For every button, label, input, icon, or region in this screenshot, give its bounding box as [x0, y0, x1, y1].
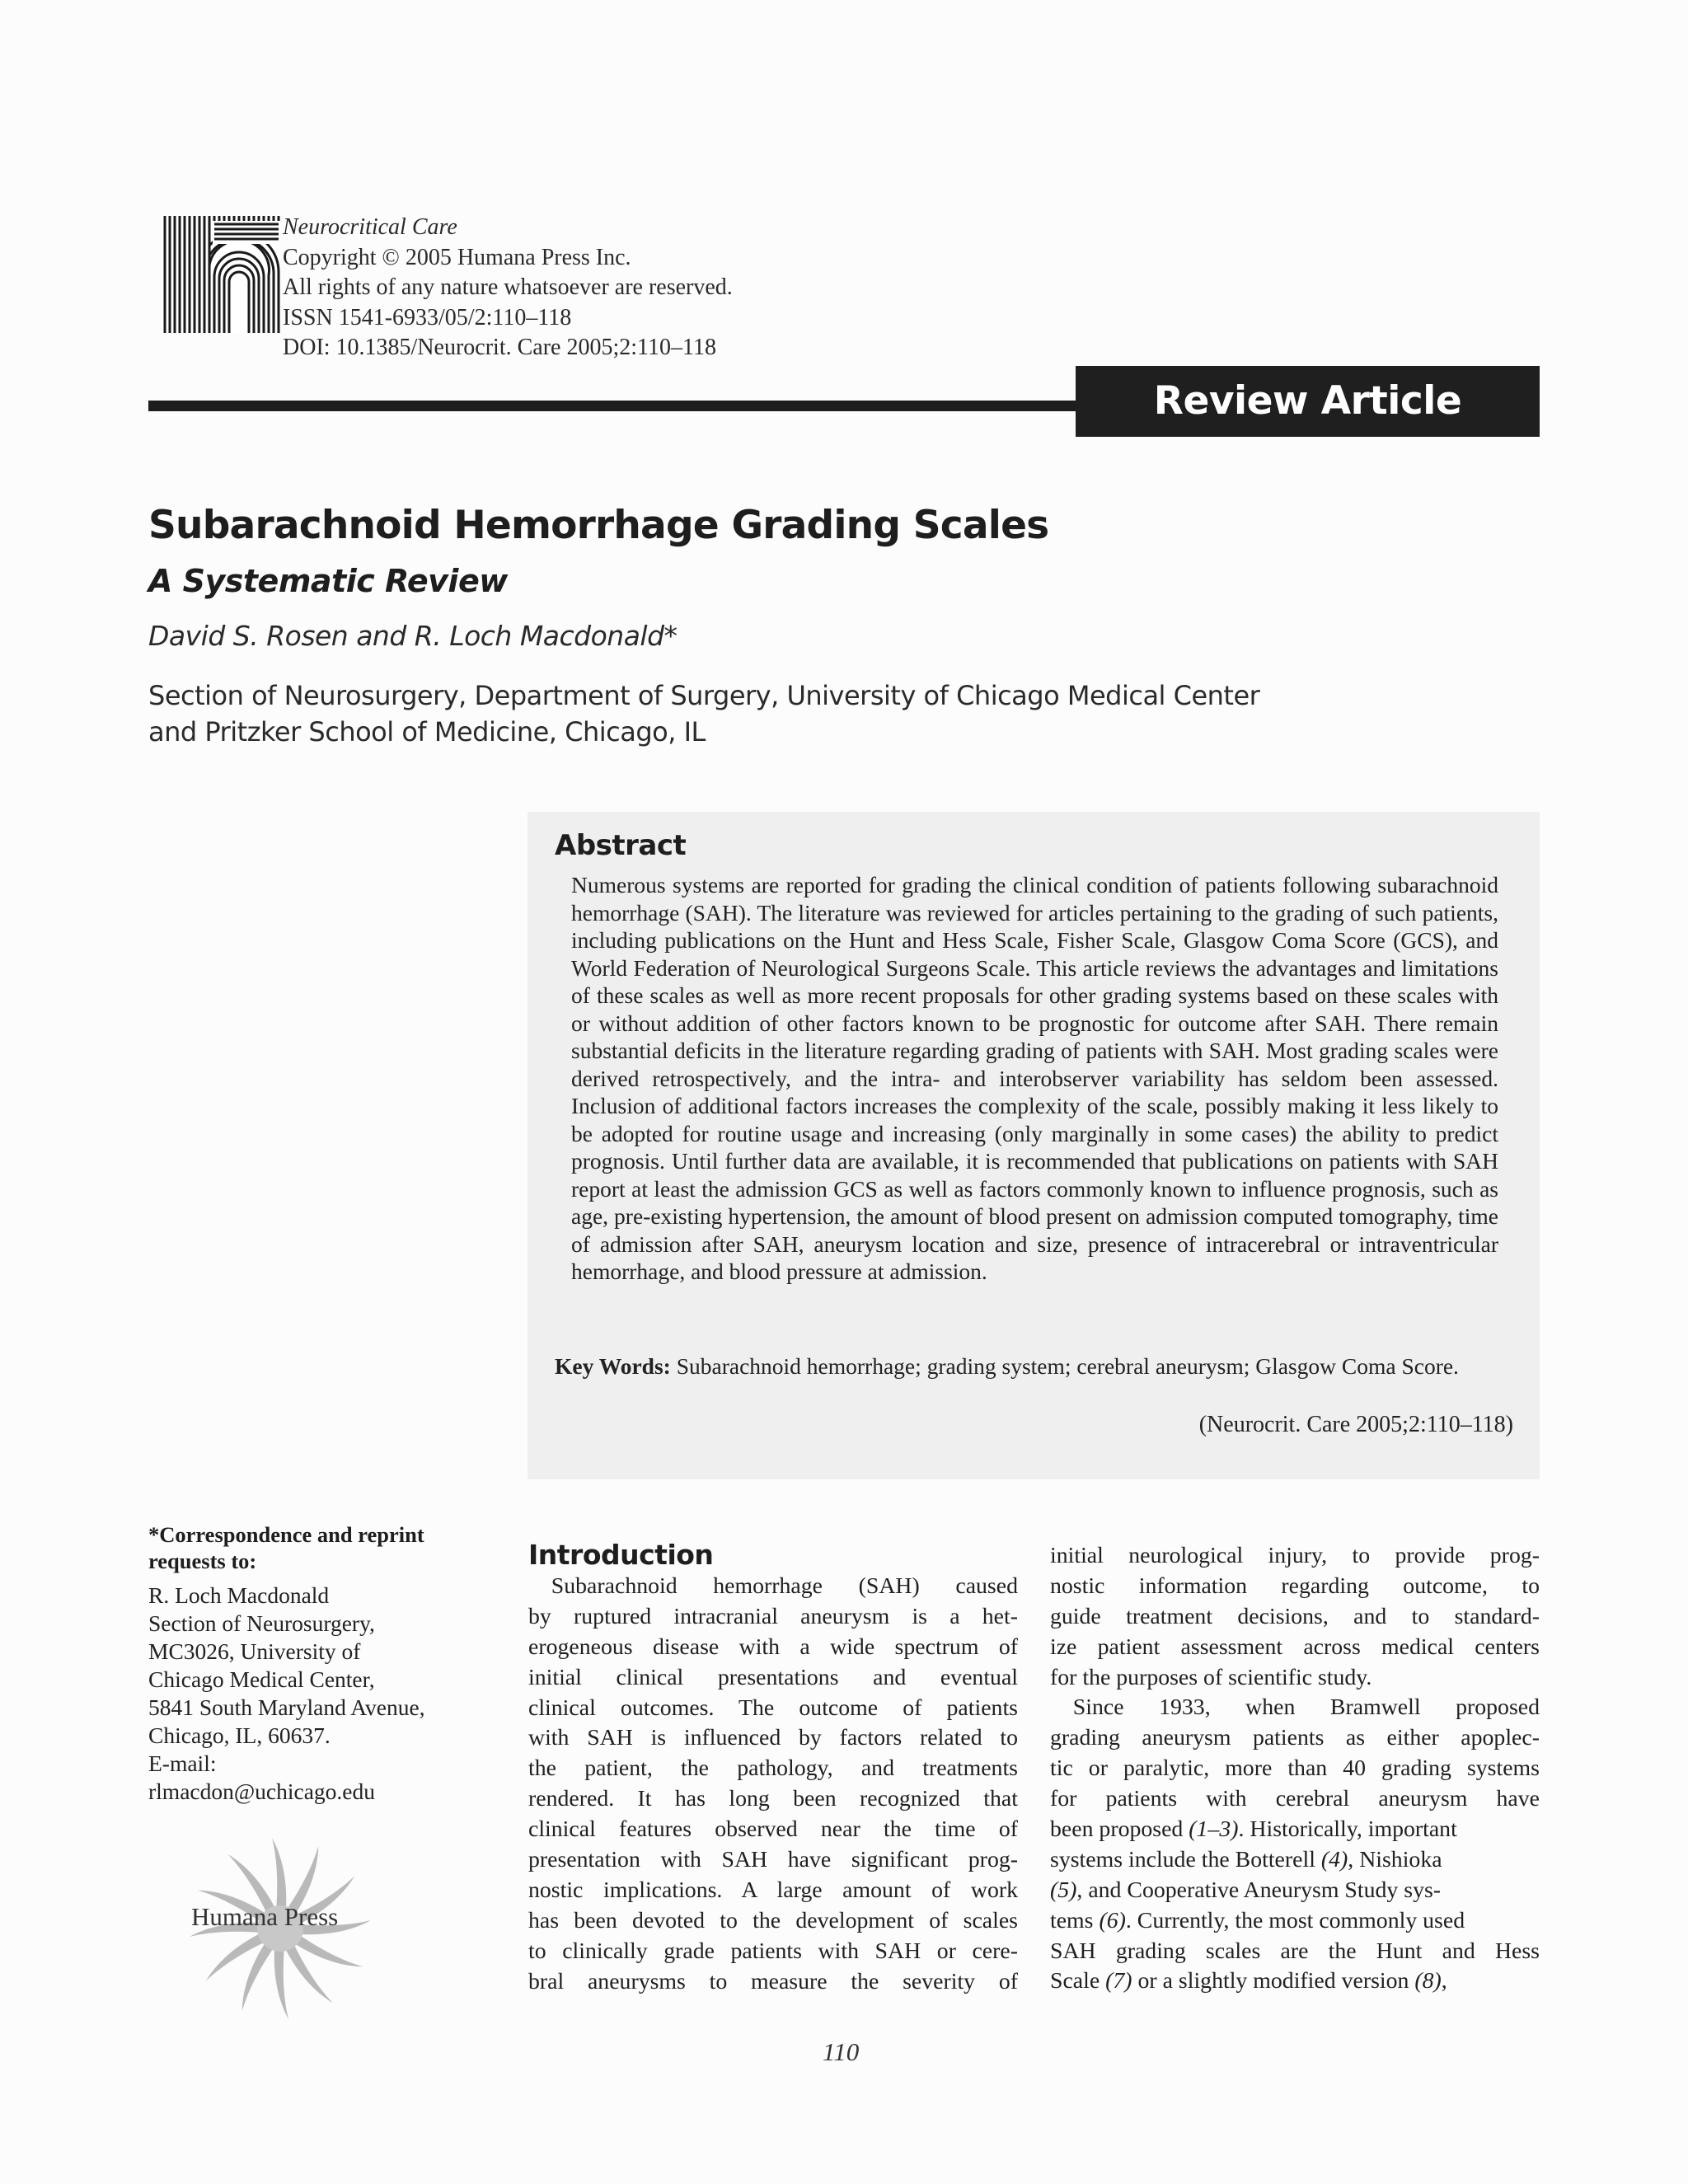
- humana-h-logo-icon: [162, 216, 280, 333]
- text-line: presentation with SAH have significant prog-: [528, 1847, 1018, 1873]
- text-line: [1050, 1876, 1540, 1906]
- correspondence-email: rlmacdon@uchicago.edu: [148, 1779, 376, 1804]
- abstract-text: Numerous systems are reported for grading the clinical condition of patients following subarachnoid hemorrhage (SAH). The literature was reviewed for articles pertaining to the grading of such patients, including publications on the Hunt and Hess Scale, Fisher Scale, Glasgow Coma Score (GCS), and World Federation of Neurological Surgeons Scale. This article reviews the advantages and limitations of these scales as well as more recent proposals for other grading systems based on these scales with or without addition of other factors known to be prognostic for outcome after SAH. There remain substantial deficits in the literature regarding grading of patients with SAH. Most grading scales were derived retrospectively, and the intra- and interobserver variability has seldom been assessed. Inclusion of additional factors increases the complexity of the scale, possibly making it less likely to be adopted for routine usage and increasing (only marginally in some cases) the ability to predict prognosis. Until further data are available, it is recommended that publications on patients with SAH report at least the admission GCS as well as factors commonly known to influence prognosis, such as age, pre-existing hypertension, the amount of blood present on admission computed tomography, time of admission after SAH, aneurysm location and size, presence of intracerebral or intraventricular hemorrhage, and blood pressure at admission.: [571, 872, 1498, 1284]
- header-rule: [148, 401, 1078, 411]
- text-run: . Historically, important: [1238, 1816, 1457, 1843]
- publication-info: [283, 213, 733, 363]
- introduction-heading: Introduction: [528, 1539, 714, 1571]
- text-run: tems: [1050, 1907, 1094, 1933]
- text-line: by ruptured intracranial aneurysm is a het-: [528, 1603, 1018, 1629]
- text-line: nostic information regarding outcome, to: [1050, 1572, 1540, 1599]
- affiliation-line: Section of Neurosurgery, Department of Surgery, University of Chicago Medical Center: [148, 680, 1260, 711]
- text-line: for patients with cerebral aneurysm have: [1050, 1786, 1540, 1812]
- author-affiliation: [148, 677, 1259, 750]
- correspondence-heading: *Correspondence and reprint requests to:: [148, 1522, 424, 1573]
- text-line: [1050, 1906, 1540, 1937]
- text-line: to clinically grade patients with SAH or cere-: [528, 1938, 1018, 1964]
- copyright-line: Copyright © 2005 Humana Press Inc.: [283, 244, 631, 270]
- text-run: , and Cooperative Aneurysm Study sys-: [1076, 1877, 1442, 1903]
- citation-ref: (1–3): [1189, 1816, 1239, 1843]
- article-subtitle: A Systematic Review: [148, 563, 508, 599]
- text-line: Since 1933, when Bramwell proposed: [1050, 1694, 1540, 1721]
- text-run: or a slightly modified version: [1132, 1968, 1409, 1994]
- text-run: systems include the Botterell: [1050, 1846, 1315, 1872]
- text-line: tic or paralytic, more than 40 grading systems: [1050, 1755, 1540, 1782]
- text-line: Subarachnoid hemorrhage (SAH) caused: [528, 1573, 1018, 1599]
- correspondence-line: R. Loch Macdonald: [148, 1582, 330, 1608]
- journal-name: Neurocritical Care: [283, 214, 457, 240]
- text-line: ize patient assessment across medical centers: [1050, 1633, 1540, 1660]
- text-line: initial clinical presentations and eventual: [528, 1664, 1018, 1690]
- text-line: nostic implications. A large amount of work: [528, 1877, 1018, 1903]
- text-line: guide treatment decisions, and to standard-: [1050, 1603, 1540, 1629]
- body-column-left: [528, 1572, 1018, 1997]
- issn-line: ISSN 1541-6933/05/2:110–118: [283, 304, 572, 330]
- affiliation-line: and Pritzker School of Medicine, Chicago, IL: [148, 716, 706, 748]
- humana-press-label: Humana Press: [191, 1902, 339, 1931]
- correspondence-line: 5841 South Maryland Avenue,: [148, 1694, 425, 1720]
- keywords-text: Subarachnoid hemorrhage; grading system; cerebral aneurysm; Glasgow Coma Score.: [676, 1353, 1459, 1379]
- text-line: grading aneurysm patients as either apoplec-: [1050, 1725, 1540, 1751]
- correspondence-line: Chicago, IL, 60637.: [148, 1722, 331, 1748]
- article-title: Subarachnoid Hemorrhage Grading Scales: [148, 503, 1049, 548]
- citation-ref: (8): [1414, 1968, 1442, 1994]
- correspondence-line: MC3026, University of: [148, 1638, 361, 1664]
- text-line: [1050, 1966, 1540, 1997]
- article-authors: David S. Rosen and R. Loch Macdonald*: [148, 620, 678, 652]
- citation-ref: (7): [1105, 1968, 1132, 1994]
- text-line: bral aneurysms to measure the severity of: [528, 1968, 1018, 1994]
- rights-line: All rights of any nature whatsoever are reserved.: [283, 274, 733, 300]
- body-column-right: [1050, 1541, 1540, 1997]
- text-line: for the purposes of scientific study.: [1050, 1664, 1372, 1690]
- text-line: has been devoted to the development of scales: [528, 1907, 1018, 1933]
- text-line: [1050, 1815, 1540, 1845]
- keywords-label: Key Words:: [555, 1353, 671, 1379]
- text-run: , Nishioka: [1348, 1846, 1442, 1872]
- doi-line: DOI: 10.1385/Neurocrit. Care 2005;2:110–118: [283, 335, 716, 360]
- citation: (Neurocrit. Care 2005;2:110–118): [1198, 1412, 1513, 1437]
- text-line: SAH grading scales are the Hunt and Hess: [1050, 1938, 1540, 1964]
- text-line: with SAH is influenced by factors related to: [528, 1725, 1018, 1751]
- text-line: initial neurological injury, to provide prog-: [1050, 1543, 1540, 1568]
- correspondence-address: [148, 1582, 425, 1806]
- text-line: erogeneous disease with a wide spectrum of: [528, 1633, 1018, 1660]
- keywords: [555, 1352, 1498, 1380]
- article-type-banner: Review Article: [1076, 366, 1540, 437]
- text-line: clinical features observed near the time of: [528, 1816, 1018, 1843]
- citation-ref: (6): [1099, 1907, 1126, 1933]
- abstract-heading: Abstract: [555, 829, 687, 862]
- page-number: 110: [823, 2037, 860, 2066]
- text-line: [1050, 1845, 1540, 1876]
- text-run: been proposed: [1050, 1816, 1184, 1843]
- correspondence-line: Chicago Medical Center,: [148, 1666, 375, 1692]
- correspondence-line: Section of Neurosurgery,: [148, 1610, 375, 1636]
- text-run: Scale: [1050, 1968, 1100, 1994]
- text-run: ,: [1441, 1968, 1447, 1994]
- citation-ref: (5): [1050, 1877, 1077, 1903]
- text-run: . Currently, the most commonly used: [1125, 1907, 1465, 1933]
- text-line: the patient, the pathology, and treatments: [528, 1755, 1018, 1782]
- correspondence-line: E-mail:: [148, 1750, 217, 1776]
- citation-ref: (4): [1320, 1846, 1348, 1872]
- text-line: clinical outcomes. The outcome of patients: [528, 1694, 1018, 1721]
- text-line: rendered. It has long been recognized that: [528, 1786, 1018, 1812]
